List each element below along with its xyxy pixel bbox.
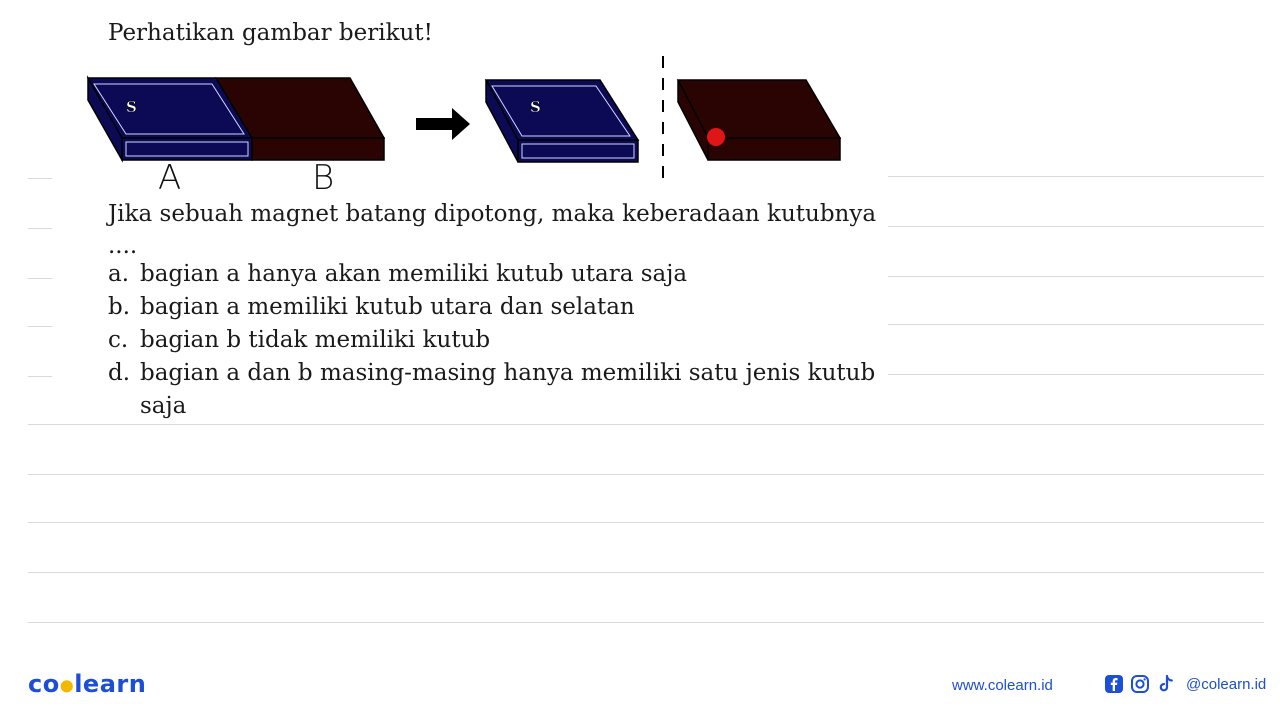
magnet-left-label: S (126, 98, 137, 116)
logo-dot-icon: ● (59, 675, 75, 695)
website-link[interactable]: www.colearn.id (952, 677, 1053, 694)
part-a-label: A (158, 158, 182, 198)
option-d[interactable] (108, 357, 888, 423)
question-text: Jika sebuah magnet batang dipotong, maka keberadaan kutubnya .... (108, 201, 877, 259)
logo-co: co (28, 670, 60, 698)
option-letter: d. (108, 360, 131, 386)
option-a[interactable] (108, 258, 888, 291)
option-c[interactable] (108, 324, 888, 357)
option-letter: c. (108, 327, 129, 353)
option-b[interactable] (108, 291, 888, 324)
arrow-right-icon (416, 108, 470, 140)
cut-piece-blue (486, 80, 638, 162)
colearn-logo (28, 670, 146, 698)
red-dot (707, 128, 725, 146)
facebook-icon[interactable] (1104, 674, 1124, 694)
social-handle[interactable]: @colearn.id (1186, 675, 1267, 693)
part-b-label: B (312, 158, 335, 198)
magnet-right-label: S (530, 98, 541, 116)
page-title: Perhatikan gambar berikut! (108, 20, 433, 46)
option-text: bagian a dan b masing-masing hanya memiliki satu jenis kutub saja (140, 360, 876, 419)
tiktok-icon[interactable] (1156, 674, 1176, 694)
magnet-figure (0, 0, 1280, 200)
social-links (1104, 674, 1266, 694)
logo-learn: learn (74, 670, 147, 698)
cut-piece-dark (678, 80, 840, 160)
option-letter: a. (108, 261, 130, 287)
option-letter: b. (108, 294, 131, 320)
option-text: bagian b tidak memiliki kutub (140, 327, 491, 353)
option-text: bagian a hanya akan memiliki kutub utara saja (140, 261, 688, 287)
answer-options (108, 258, 888, 423)
option-text: bagian a memiliki kutub utara dan selatan (140, 294, 635, 320)
instagram-icon[interactable] (1130, 674, 1150, 694)
